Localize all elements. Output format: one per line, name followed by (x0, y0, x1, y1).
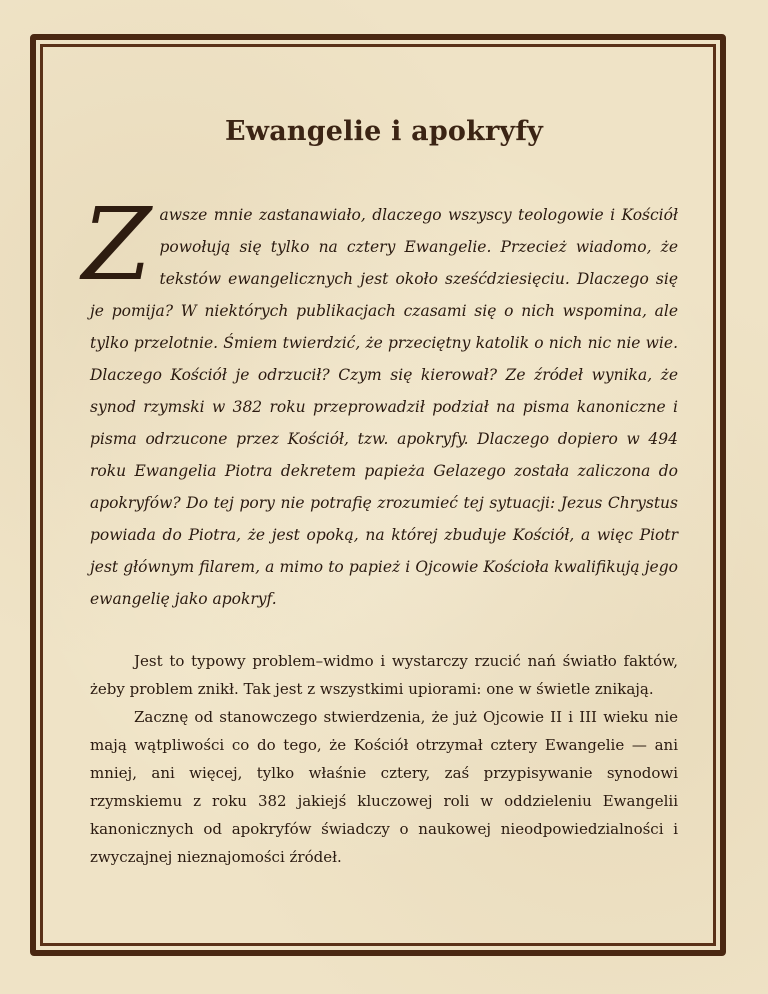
intro-text: awsze mnie zastanawiało, dlaczego wszyscy teologowie i Kościół powołują się tylko na cztery Ewangelie. Przecież wiadomo, że tekstów ewangelicznych jest około sześćdziesięciu. Dlaczego się je pomija? W niektórych publikacjach czasami się o nich wspomina, ale tylko przelotnie. Śmiem twierdzić, że przeciętny katolik o nich nic nie wie. Dlaczego Kościół je odrzucił? Czym się kierował? Ze źródeł wynika, że synod rzymski w 382 roku przeprowadził podział na pisma kanoniczne i pisma odrzucone przez Kościół, tzw. apokryfy. Dlaczego dopiero w 494 roku Ewangelia Piotra dekretem papieża Gelazego została zaliczona do apokryfów? Do tej pory nie potrafię zrozumieć tej sytuacji: Jezus Chrystus powiada do Piotra, że jest opoką, na której zbuduje Kościół, a więc Piotr jest głównym filarem, a mimo to papież i Ojcowie Kościoła kwalifikują jego ewangelię jako apokryf. (90, 206, 678, 608)
body-paragraph-1: Jest to typowy problem–widmo i wystarczy rzucić nań światło faktów, żeby problem znikł. Tak jest z wszystkimi upiorami: one w świetle znikają. (90, 652, 678, 698)
drop-cap: Z (82, 186, 152, 303)
intro-paragraph (82, 186, 678, 615)
article (82, 100, 678, 871)
body-paragraph-2: Zacznę od stanowczego stwierdzenia, że już Ojcowie II i III wieku nie mają wątpliwości co do tego, że Kościół otrzymał cztery Ewangelie — ani mniej, ani więcej, tylko właśnie cztery, zaś przypisywanie synodowi rzymskiemu z roku 382 jakiejś kluczowej roli w oddzieleniu Ewangelii kanonicznych od apokryfów świadczy o naukowej nieodpowiedzialności i zwyczajnej nieznajomości źródeł. (90, 708, 678, 866)
article-title: Ewangelie i apokryfy (224, 116, 544, 147)
